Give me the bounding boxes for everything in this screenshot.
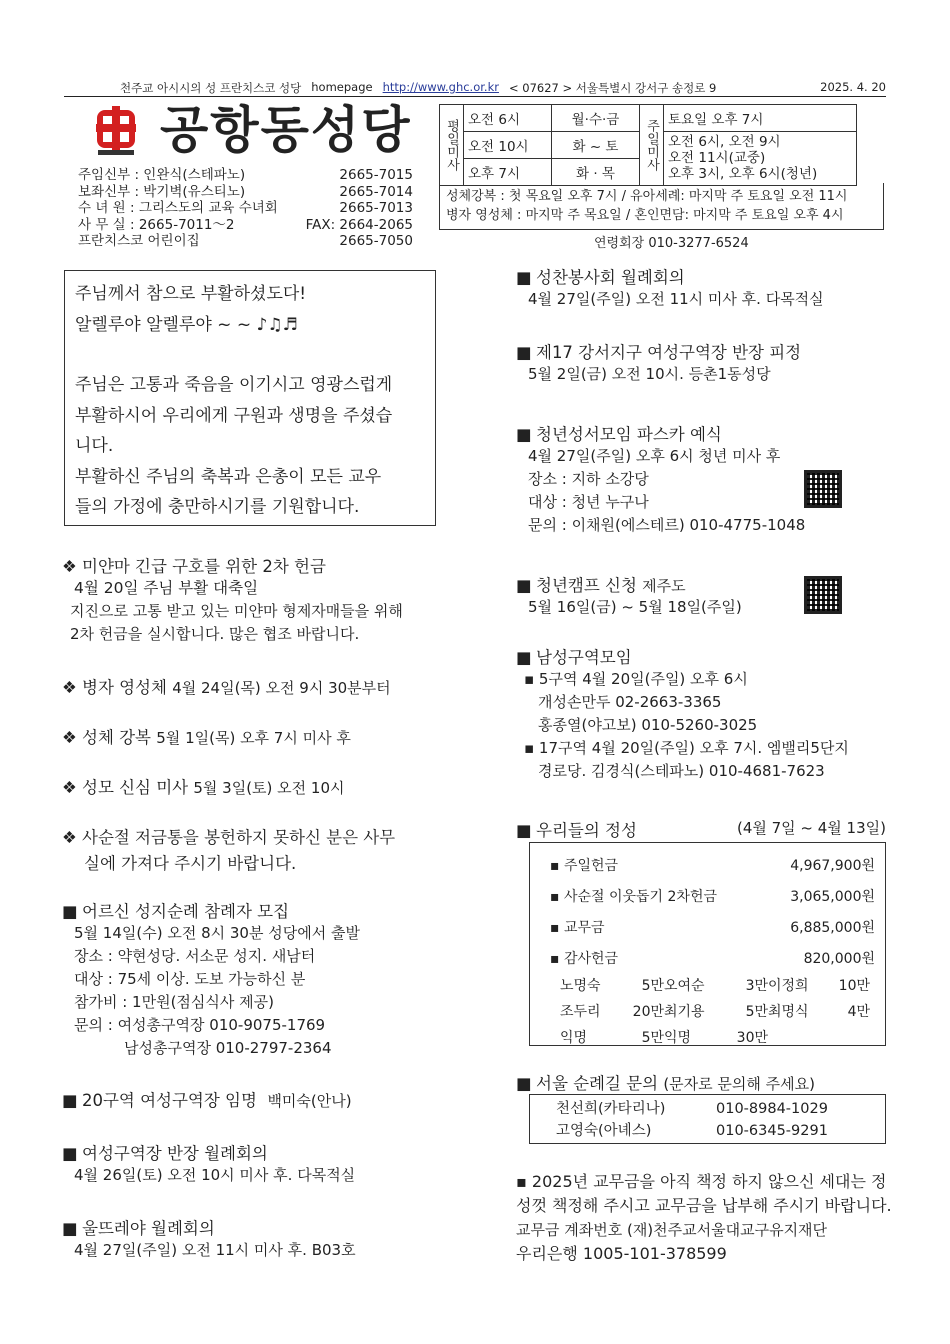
sick-communion-notice: ❖ 병자 영성체 4월 24일(목) 오전 9시 30분부터: [62, 678, 391, 697]
sunday-times: 오전 6시, 오전 9시 오전 11시(교중) 오후 3시, 오후 6시(청년): [664, 132, 857, 186]
square-bullet-icon: ■: [516, 576, 532, 595]
dues-notice: ▪ 2025년 교무금을 아직 책정 하지 않으신 세대는 정 성껏 책정해 주시고 교무금을 납부해 주시기 바랍니다. 교무금 계좌번호 (재)천주교서울대교구유지재단 우리은행 1005-101-378599: [516, 1172, 892, 1263]
offerings-header: ■ 우리들의 정성 (4월 7일 ~ 4월 13일): [516, 819, 886, 840]
gangseo-retreat: ■ 제17 강서지구 여성구역장 반장 피정 5월 2일(금) 오전 10시. 등촌1동성당: [516, 343, 802, 383]
sunday-mass-label: 주일미사: [640, 105, 664, 186]
offering-row: ▪ 교무금 6,885,000원: [550, 919, 875, 936]
offerings-table: [529, 842, 886, 1046]
benediction-notice: ❖ 성체 강복 5월 1일(목) 오후 7시 미사 후: [62, 728, 351, 747]
mass-days: 화 · 목: [552, 159, 640, 186]
header-line: [64, 80, 886, 96]
seoul-pilgrimage-header: ■ 서울 순례길 문의 (문자로 문의해 주세요): [516, 1074, 815, 1093]
square-bullet-icon: ■: [62, 902, 78, 921]
ultreya-meeting: ■ 울뜨레야 월례회의 4월 27일(주일) 오전 11시 미사 후. B03호: [62, 1219, 356, 1259]
lent-bank-notice: ❖ 사순절 저금통을 봉헌하지 못하신 분은 사무 실에 가져다 주시기 바랍니다.: [62, 828, 396, 873]
youth-camp: ■ 청년캠프 신청 제주도 5월 16일(금) ~ 5월 18일(주일): [516, 576, 742, 616]
square-bullet-icon: ■: [62, 1091, 78, 1110]
square-bullet-icon: ■: [516, 268, 532, 287]
myanmar-notice: ❖ 미얀마 긴급 구호를 위한 2차 헌금 4월 20일 주님 부활 대축일 지진으로 고통 받고 있는 미얀마 형제자매들을 위해 2차 헌금을 실시합니다. 많은 협조 바랍니다.: [62, 557, 403, 643]
choir-meeting: ■ 성찬봉사회 월례회의 4월 27일(주일) 오전 11시 미사 후. 다목적실: [516, 268, 824, 308]
seoul-contact-row: 고영숙(아녜스) 010-6345-9291: [556, 1123, 828, 1139]
homepage-link[interactable]: http://www.ghc.or.kr: [382, 80, 499, 94]
pilgrimage-notice: ■ 어르신 성지순례 참례자 모집 5월 14일(수) 오전 8시 30분 성당에서 출발 장소 : 약현성당. 서소문 성지. 새남터 대상 : 75세 이상. 도보 가능하신 분 참가비 : 1만원(점심식사 제공) 문의 : 여성총구역장 010-9075-1769 남성총구역장 010-2797-2364: [62, 902, 360, 1057]
women-leader-meeting: ■ 여성구역장 반장 월례회의 4월 26일(토) 오전 10시 미사 후. 다목적실: [62, 1144, 356, 1184]
mass-days: 월·수·금: [552, 105, 640, 132]
mass-days: 화 ~ 토: [552, 132, 640, 159]
mass-schedule-table: [439, 104, 857, 186]
staff-row: 주임신부 : 인완식(스테파노) 2665-7015: [78, 167, 413, 183]
square-bullet-icon: ■: [516, 648, 532, 667]
church-logo-icon: [94, 104, 138, 156]
clover-bullet-icon: ❖: [62, 778, 77, 797]
men-zone-meeting: ■ 남성구역모임 ▪ 5구역 4월 20일(주일) 오후 6시 개성손만두 02-2663-3365 홍종열(야고보) 010-5260-3025 ▪ 17구역 4월 20일(주일) 오후 7시. 엠밸리5단지 경로당. 김경식(스테파노) 010-4681-7623: [516, 648, 849, 780]
qr-code-icon[interactable]: [804, 470, 842, 508]
square-bullet-icon: ■: [516, 425, 532, 444]
clover-bullet-icon: ❖: [62, 728, 77, 747]
seoul-contact-row: 천선희(카타리나) 010-8984-1029: [556, 1101, 828, 1117]
page-title: 공항동성당: [160, 101, 412, 159]
mass-time: 오전 6시: [464, 105, 552, 132]
header-rule: [64, 96, 886, 97]
church-name: 천주교 아시시의 성 프란치스코 성당: [120, 81, 302, 95]
sacrament-info: 성체강복 : 첫 목요일 오후 7시 / 유아세례: 마지막 주 토요일 오전 11시 병자 영성체 : 마지막 주 목요일 / 혼인면담: 마지막 주 토요일 오후 4시: [439, 183, 884, 230]
easter-greeting: 주님께서 참으로 부활하셨도다! 알렐루야 알렐루야 ~ ~ ♪♫♬ 주님은 고통과 죽음을 이기시고 영광스럽게 부활하시어 우리에게 구원과 생명을 주셨습 니다. 부활하신 주님의 축복과 은총이 모든 교우 들의 가정에 충만하시기를 기원합니다.: [64, 270, 436, 526]
youth-bible-ceremony: ■ 청년성서모임 파스카 예식 4월 27일(주일) 오후 6시 청년 미사 후 장소 : 지하 소강당 대상 : 청년 누구나 문의 : 이채원(에스테르) 010-4775-1048: [516, 425, 806, 534]
square-bullet-icon: ■: [516, 821, 532, 840]
seoul-contact-box: [529, 1094, 886, 1144]
square-bullet-icon: ■: [62, 1219, 78, 1238]
marian-mass-notice: ❖ 성모 신심 미사 5월 3일(토) 오전 10시: [62, 778, 345, 797]
weekday-mass-label: 평일미사: [440, 105, 464, 186]
staff-list: [78, 167, 413, 250]
zone20-notice: ■ 20구역 여성구역장 임명 백미숙(안나): [62, 1091, 352, 1110]
staff-row: 사 무 실 : 2665-7011～2 FAX: 2664-2065: [78, 216, 413, 233]
clover-bullet-icon: ❖: [62, 557, 77, 576]
issue-date: 2025. 4. 20: [820, 80, 886, 94]
offering-row: ▪ 사순절 이웃돕기 2차헌금 3,065,000원: [550, 888, 875, 905]
sunday-sat: 토요일 오후 7시: [664, 105, 857, 132]
qr-code-icon[interactable]: [804, 576, 842, 614]
mass-time: 오전 10시: [464, 132, 552, 159]
clover-bullet-icon: ❖: [62, 828, 77, 847]
square-bullet-icon: ■: [516, 343, 532, 362]
homepage-label: homepage: [311, 80, 373, 94]
offering-row: ▪ 주일헌금 4,967,900원: [550, 857, 875, 874]
address: < 07627 > 서울특별시 강서구 송정로 9: [508, 81, 717, 95]
clover-bullet-icon: ❖: [62, 678, 77, 697]
mass-time: 오후 7시: [464, 159, 552, 186]
donor-list: 노명숙 5만 오여순 3만 이정희 10만 조두리 20만 최기용 5만 최명식 4만 익명 5만 익명 30만: [560, 978, 870, 1046]
staff-row: 보좌신부 : 박기벽(유스티노) 2665-7014: [78, 183, 413, 200]
staff-row: 수 녀 원 : 그리스도의 교육 수녀회 2665-7013: [78, 200, 413, 216]
square-bullet-icon: ■: [62, 1144, 78, 1163]
square-bullet-icon: ■: [516, 1074, 532, 1093]
offering-row: ▪ 감사헌금 820,000원: [550, 950, 875, 967]
staff-row: 프란치스코 어린이집 2665-7050: [78, 233, 413, 249]
funeral-contact: 연령회장 010-3277-6524: [594, 236, 749, 251]
